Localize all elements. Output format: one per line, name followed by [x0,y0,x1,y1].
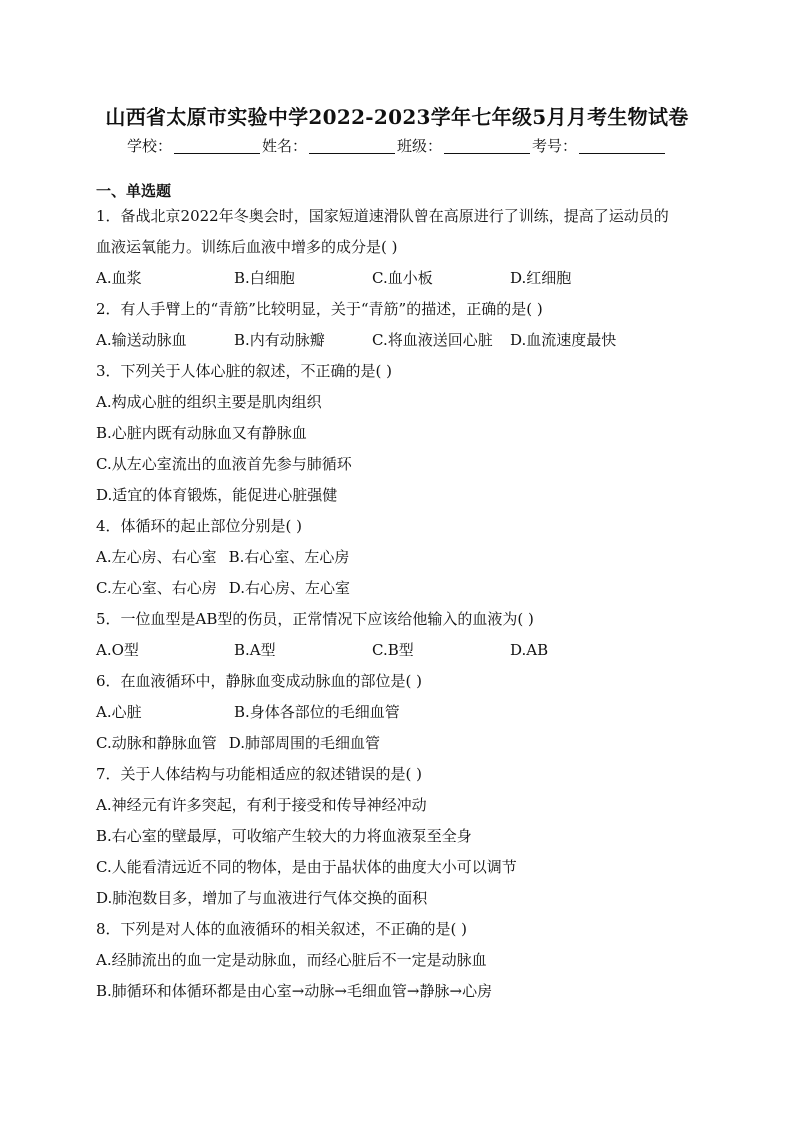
question-list [96,201,708,1007]
option: B.心脏内既有动脉血又有静脉血 [96,424,307,442]
option: D.肺部周围的毛细血管 [228,734,380,752]
question-stem: 1．备战北京2022年冬奥会时，国家短道速滑队曾在高原进行了训练，提高了运动员的 [96,207,669,225]
number-blank [579,139,665,154]
option: B.肺循环和体循环都是由心室→动脉→毛细血管→静脉→心房 [96,982,493,1000]
option: A.心脏 [96,703,142,721]
option: B.内有动脉瓣 [234,331,325,349]
question-stem: 7．关于人体结构与功能相适应的叙述错误的是( ) [96,765,423,783]
option: A.O型 [96,641,139,659]
option: D.适宜的体育锻炼，能促进心脏强健 [96,486,338,504]
option: A.经肺流出的血一定是动脉血，而经心脏后不一定是动脉血 [96,951,487,969]
page-title: 山西省太原市实验中学2022-2023学年七年级5月月考生物试卷 [105,105,689,129]
number-label: 考号： [532,137,578,155]
question-stem: 3．下列关于人体心脏的叙述，不正确的是( ) [96,362,393,380]
option: D.右心房、左心室 [228,579,350,597]
option: A.神经元有许多突起，有利于接受和传导神经冲动 [96,796,427,814]
option: C.人能看清远近不同的物体，是由于晶状体的曲度大小可以调节 [96,858,517,876]
options-row [96,573,708,604]
options-row [96,263,708,294]
option: B.身体各部位的毛细血管 [234,703,400,721]
option: B.右心室的壁最厚，可收缩产生较大的力将血液泵至全身 [96,827,472,845]
option: D.血流速度最快 [510,331,617,349]
question-stem: 8．下列是对人体的血液循环的相关叙述，不正确的是( ) [96,920,468,938]
class-label: 班级： [397,137,443,155]
options-row [96,635,708,666]
name-blank [309,139,395,154]
section-title: 一、单选题 [96,182,172,200]
student-info-row [0,135,794,156]
options-row [96,728,708,759]
option: A.血浆 [96,269,142,287]
option: D.红细胞 [510,269,572,287]
option: A.构成心脏的组织主要是肌肉组织 [96,393,322,411]
question-stem: 5．一位血型是AB型的伤员，正常情况下应该给他输入的血液为( ) [96,610,534,628]
option: C.动脉和静脉血管 [96,734,217,752]
school-blank [174,139,260,154]
option: C.从左心室流出的血液首先参与肺循环 [96,455,352,473]
question-stem: 4．体循环的起止部位分别是( ) [96,517,303,535]
options-row [96,542,708,573]
option: B.白细胞 [234,269,295,287]
option: C.血小板 [372,269,433,287]
options-row [96,697,708,728]
name-label: 姓名： [261,137,307,155]
option: C.将血液送回心脏 [372,331,493,349]
option: A.输送动脉血 [96,331,187,349]
question-stem: 2．有人手臂上的“青筋”比较明显，关于“青筋”的描述，正确的是( ) [96,300,543,318]
option: D.AB [510,641,549,659]
option: C.左心室、右心房 [96,579,217,597]
options-row [96,325,708,356]
question-stem: 血液运氧能力。训练后血液中增多的成分是( ) [96,238,398,256]
question-stem: 6．在血液循环中，静脉血变成动脉血的部位是( ) [96,672,423,690]
option: A.左心房、右心室 [96,548,217,566]
class-blank [444,139,530,154]
option: B.右心室、左心房 [228,548,350,566]
option: B.A型 [234,641,276,659]
option: D.肺泡数目多，增加了与血液进行气体交换的面积 [96,889,428,907]
option: C.B型 [372,641,414,659]
school-label: 学校： [126,137,172,155]
